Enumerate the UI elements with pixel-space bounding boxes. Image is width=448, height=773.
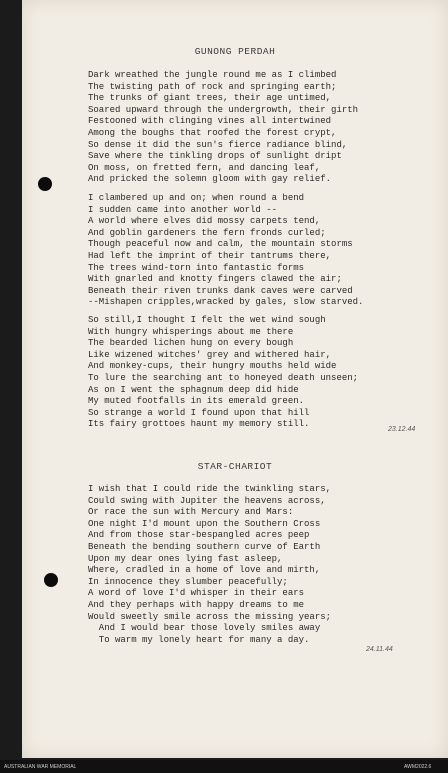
poem-line: With hungry whisperings about me there xyxy=(88,326,294,337)
poem-line: Dark wreathed the jungle round me as I climbed xyxy=(88,70,337,80)
poem-line: Like wizened witches' grey and withered hair, xyxy=(88,349,332,360)
poem-line: Festooned with clinging vines all intertwined xyxy=(88,116,332,127)
date-annotation: 23.12.44 xyxy=(388,426,416,433)
footer-institution: AUSTRALIAN WAR MEMORIAL xyxy=(4,764,77,770)
poem-line: And goblin gardeners the fern fronds curled; xyxy=(88,227,326,238)
poem-line: I clambered up and on; when round a bend xyxy=(88,193,305,203)
poem-line: Though peaceful now and calm, the mountain storms xyxy=(88,239,353,250)
poem-line: I wish that I could ride the twinkling stars, xyxy=(88,484,332,494)
poem-line: My muted footfalls in its emerald green. xyxy=(88,396,305,407)
poem-line: Had left the imprint of their tantrums there, xyxy=(88,250,332,261)
poem-line: The trunks of giant trees, their age untimed, xyxy=(88,93,332,104)
poem-line: Save where the tinkling drops of sunlight dript xyxy=(88,151,342,162)
poem-line: Where, cradled in a home of love and mirth, xyxy=(88,565,321,576)
poem-line: A world where elves did mossy carpets tend, xyxy=(88,216,321,227)
poem-title: GUNONG PERDAH xyxy=(194,46,276,57)
poem-line: On moss, on fretted fern, and dancing leaf, xyxy=(88,162,321,173)
poem-line: And they perhaps with happy dreams to me xyxy=(88,599,305,610)
poem-line: Beneath their riven trunks dank caves were carved xyxy=(88,285,353,296)
poem-line: So strange a world I found upon that hill xyxy=(88,407,310,418)
poem-line: A word of love I'd whisper in their ears xyxy=(88,588,305,599)
poem-line: Its fairy grottoes haunt my memory still. xyxy=(88,419,310,430)
poem-stanza xyxy=(88,484,331,646)
poem-line: Beneath the bending southern curve of Earth xyxy=(88,541,321,552)
poem-line: I sudden came into another world -- xyxy=(88,204,278,215)
poem-line: As on I went the sphagnum deep did hide xyxy=(88,384,299,395)
poem-line: And I would bear those lovely smiles away xyxy=(88,623,321,634)
poem-line: The twisting path of rock and springing earth; xyxy=(88,81,337,92)
poem-line: One night I'd mount upon the Southern Cross xyxy=(88,518,321,529)
poem-line: So still,I thought I felt the wet wind sough xyxy=(88,315,326,325)
poem-line: Among the boughs that roofed the forest crypt, xyxy=(88,127,337,138)
archive-footer xyxy=(0,760,448,773)
poem-line: Could swing with Jupiter the heavens across, xyxy=(88,495,326,506)
poem-line: Upon my dear ones lying fast asleep, xyxy=(88,553,283,564)
poem-line: To warm my lonely heart for many a day. xyxy=(88,634,310,645)
poem-line: Soared upward through the undergrowth, their girth xyxy=(88,104,359,115)
poem-line: To lure the searching ant to honeyed death unseen; xyxy=(88,372,359,383)
poem-line: Would sweetly smile across the missing years; xyxy=(88,611,332,622)
poem-stanza xyxy=(88,193,363,309)
typed-page xyxy=(22,0,448,758)
footer-reference: AWM2022.6 xyxy=(404,764,432,770)
punch-hole-icon xyxy=(44,573,58,587)
date-annotation: 24.11.44 xyxy=(366,646,393,653)
poem-line: And pricked the solemn gloom with gay relief. xyxy=(88,174,332,185)
poem-line: And from those star-bespangled acres peep xyxy=(88,530,310,541)
poem-line: So dense it did the sun's fierce radiance blind, xyxy=(88,139,348,150)
poem-line: The trees wind-torn into fantastic forms xyxy=(88,262,305,273)
poem-line: --Mishapen cripples,wracked by gales, slow starved. xyxy=(88,297,364,308)
poem-line: With gnarled and knotty fingers clawed the air; xyxy=(88,274,342,285)
poem-title: STAR-CHARIOT xyxy=(197,461,273,472)
poem-line: Or race the sun with Mercury and Mars: xyxy=(88,507,294,518)
poem-line: In innocence they slumber peacefully; xyxy=(88,576,288,587)
punch-hole-icon xyxy=(38,177,52,191)
poem-stanza xyxy=(88,70,358,186)
poem-line: The bearded lichen hung on every bough xyxy=(88,338,294,349)
poem-line: And monkey-cups, their hungry mouths held wide xyxy=(88,361,337,372)
poem-stanza xyxy=(88,315,358,431)
